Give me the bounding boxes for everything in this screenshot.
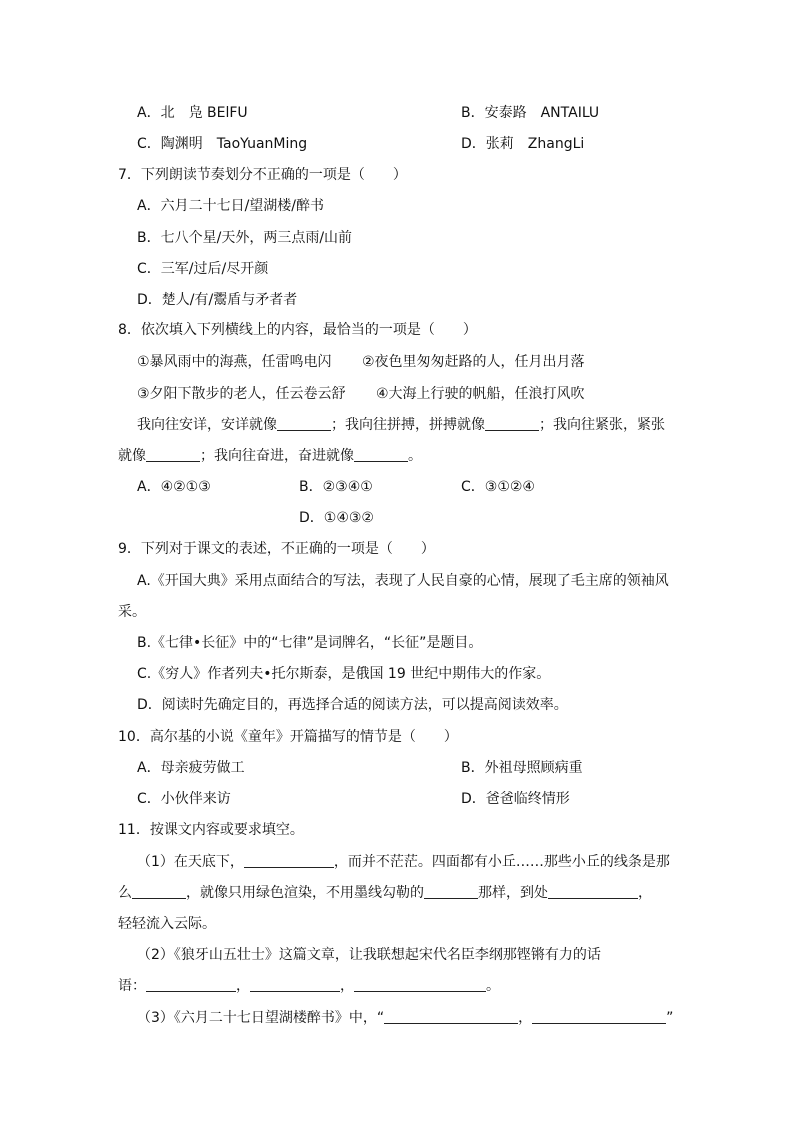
fill-blank[interactable] [277,416,331,431]
q8-item-4: ④大海上行驶的帆船，任浪打风吹 [376,386,585,402]
q6-option-a: A．北 凫 BElFU [137,105,248,121]
fill-blank[interactable] [532,1009,666,1024]
q8-option-b: B．②③④① [299,479,373,495]
fill-blank[interactable] [250,977,340,992]
q9-option-a-line-2: 采。 [118,604,146,620]
fill-blank[interactable] [354,447,408,462]
q9-stem: 9．下列对于课文的表述，不正确的一项是（ ） [118,541,435,557]
q9-option-c: C.《穷人》作者列夫•托尔斯泰，是俄国 19 世纪中期伟大的作家。 [137,666,551,682]
q8-item-2: ②夜色里匆匆赶路的人，任月出月落 [362,354,585,370]
q9-option-d: D．阅读时先确定目的，再选择合适的阅读方法，可以提高阅读效率。 [137,697,568,713]
q7-option-b: B．七八个星/天外，两三点雨/山前 [137,230,353,246]
q6-option-c: C．陶渊明 TaoYuanMing [137,136,308,152]
fill-blank[interactable] [146,447,200,462]
fill-blank[interactable] [384,1009,518,1024]
fill-blank[interactable] [548,884,638,899]
q11-stem: 11．按课文内容或要求填空。 [118,822,304,838]
q8-option-a: A．④②①③ [137,479,211,495]
q11-sub3-line-1: （3）《六月二十七日望湖楼醉书》中，“ ， ” [137,1010,674,1026]
q7-option-c: C．三军/过后/尽开颜 [137,261,269,277]
q8-passage-line-1: 我向往安详，安详就像 ；我向往拼搏，拼搏就像 ；我向往紧张，紧张 [137,417,665,433]
fill-blank[interactable] [146,977,236,992]
q9-option-a-line-1: A.《开国大典》采用点面结合的写法，表现了人民自豪的心情，展现了毛主席的领袖风 [137,573,669,589]
q10-stem: 10．高尔基的小说《童年》开篇描写的情节是（ ） [118,729,458,745]
q11-sub1-line-2: 么 ，就像只用绿色渲染，不用墨线勾勒的 那样，到处 ， [118,885,652,901]
fill-blank[interactable] [424,884,478,899]
q8-passage-line-2: 就像 ；我向往奋进，奋进就像 。 [118,448,422,464]
q10-option-b: B．外祖母照顾病重 [461,760,583,776]
fill-blank[interactable] [485,416,539,431]
q7-option-d: D．楚人/有/鬻盾与矛者者 [137,292,298,308]
q7-option-a: A．六月二十七日/望湖楼/醉书 [137,198,325,214]
q8-option-d: D．①④③② [299,510,374,526]
q8-item-3: ③夕阳下散步的老人，任云卷云舒 [137,386,346,402]
fill-blank[interactable] [132,884,186,899]
q11-sub2-line-1: （2）《狼牙山五壮士》这篇文章，让我联想起宋代名臣李纲那铿锵有力的话 [137,947,601,963]
q10-option-c: C．小伙伴来访 [137,791,231,807]
q8-item-1: ①暴风雨中的海燕，任雷鸣电闪 [137,354,332,370]
q6-option-b: B．安泰路 ANTAILU [461,105,600,121]
fill-blank[interactable] [354,977,486,992]
q11-sub2-line-2: 语： ， ， 。 [118,978,500,994]
q11-sub1-line-1: （1）在天底下， ，而并不茫茫。四面都有小丘……那些小丘的线条是那 [137,854,670,870]
q8-option-c: C．③①②④ [461,479,535,495]
fill-blank[interactable] [244,853,334,868]
q11-sub1-line-3: 轻轻流入云际。 [118,916,216,932]
q9-option-b: B.《七律•长征》中的“七律”是词牌名，“长征”是题目。 [137,635,483,651]
q6-option-d: D．张莉 ZhangLi [461,136,585,152]
q7-stem: 7．下列朗读节奏划分不正确的一项是（ ） [118,167,407,183]
q10-option-d: D．爸爸临终情形 [461,791,570,807]
q8-stem: 8．依次填入下列横线上的内容，最恰当的一项是（ ） [118,322,477,338]
q10-option-a: A．母亲疲劳做工 [137,760,245,776]
